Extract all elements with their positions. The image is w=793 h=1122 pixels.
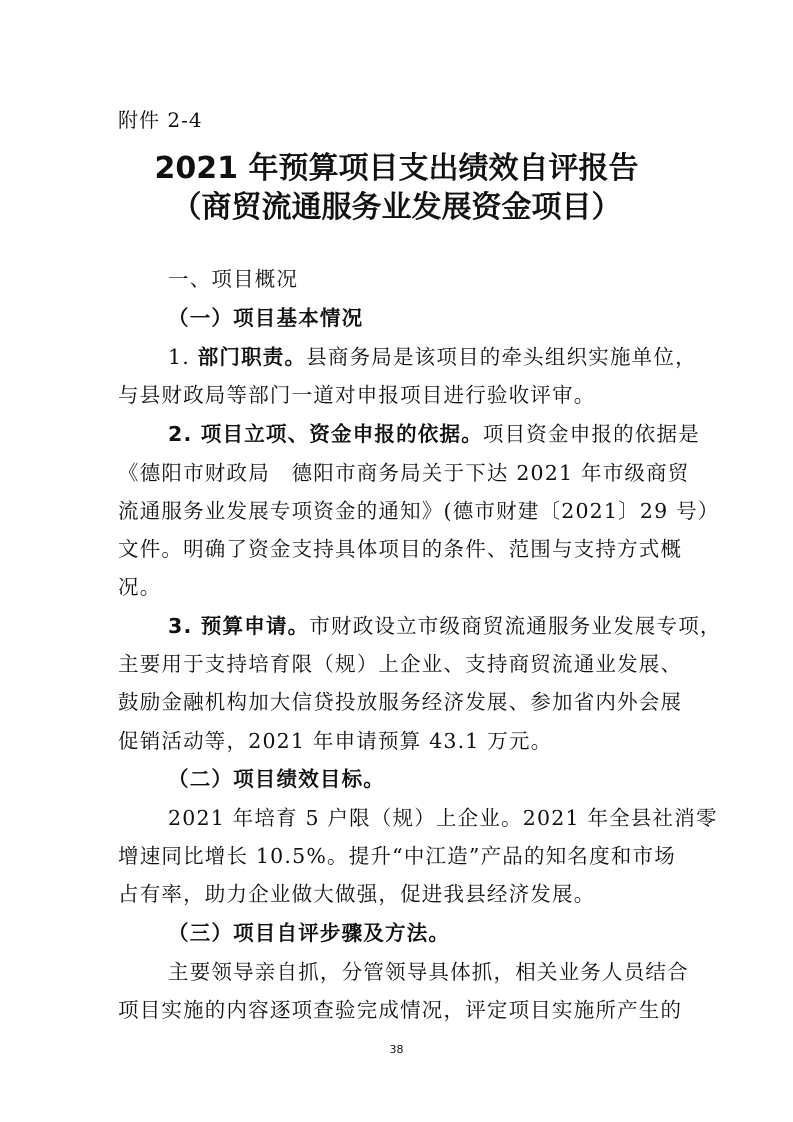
subsection-heading-3: （三）项目自评步骤及方法。 <box>168 921 451 945</box>
section-heading: 一、项目概况 <box>168 267 299 291</box>
paragraph-line: 鼓励金融机构加大信贷投放服务经济发展、参加省内外会展 <box>118 690 683 714</box>
attachment-label: 附件 2-4 <box>118 108 203 132</box>
paragraph-line: 项目实施的内容逐项查验完成情况，评定项目实施所产生的 <box>118 998 683 1022</box>
paragraph-line: 况。 <box>118 575 162 599</box>
report-subtitle: （商贸流通服务业发展资金项目） <box>171 190 622 225</box>
paragraph-line <box>168 340 697 370</box>
paragraph-line: 促销活动等，2021 年申请预算 43.1 万元。 <box>118 729 553 753</box>
paragraph-lead: 3. 预算申请。 <box>168 614 310 638</box>
paragraph-text: 项目资金申报的依据是 <box>482 422 700 446</box>
report-title: 2021 年预算项目支出绩效自评报告 <box>154 151 639 186</box>
subsection-heading-2: （二）项目绩效目标。 <box>168 767 385 791</box>
paragraph-line: 增速同比增长 10.5%。提升“中江造”产品的知名度和市场 <box>118 844 676 868</box>
paragraph-line: 《德阳市财政局 德阳市商务局关于下达 2021 年市级商贸 <box>118 461 690 485</box>
subsection-heading-1: （一）项目基本情况 <box>168 306 364 330</box>
paragraph-text: 县商务局是该项目的牵头组织实施单位， <box>306 345 697 369</box>
paragraph-number: 1. <box>168 345 198 369</box>
paragraph-line: 文件。明确了资金支持具体项目的条件、范围与支持方式概 <box>118 537 683 561</box>
paragraph-line <box>168 609 722 639</box>
paragraph-line: 与县财政局等部门一道对申报项目进行验收评审。 <box>118 383 596 407</box>
paragraph-text: 市财政设立市级商贸流通服务业发展专项， <box>309 614 722 638</box>
paragraph-line: 主要领导亲自抓，分管领导具体抓，相关业务人员结合 <box>168 960 689 984</box>
paragraph-line <box>168 417 700 447</box>
paragraph-line: 占有率，助力企业做大做强，促进我县经济发展。 <box>118 882 596 906</box>
paragraph-line: 2021 年培育 5 户限（规）上企业。2021 年全县社消零 <box>168 806 718 830</box>
paragraph-line: 主要用于支持培育限（规）上企业、支持商贸流通业发展、 <box>118 652 683 676</box>
paragraph-lead: 部门职责。 <box>197 345 307 369</box>
paragraph-lead: 2. 项目立项、资金申报的依据。 <box>168 422 483 446</box>
page-number: 38 <box>389 1043 404 1056</box>
paragraph-line: 流通服务业发展专项资金的通知》(德市财建〔2021〕29 号） <box>118 499 720 523</box>
